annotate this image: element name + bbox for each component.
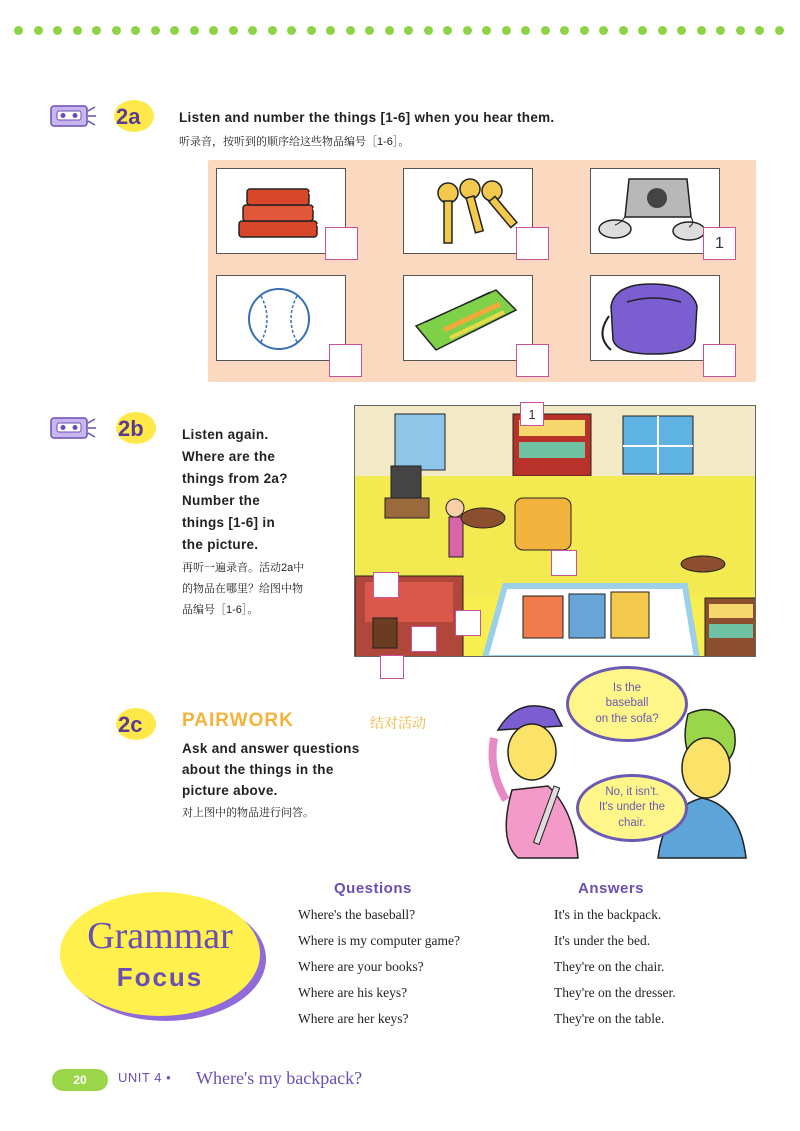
question-row: Where's the baseball?: [298, 907, 416, 922]
cassette-icon: [50, 103, 96, 129]
answer-row: They're on the dresser.: [554, 985, 676, 1000]
instruction-line: Listen again.: [182, 427, 269, 442]
instruction-2b-zh: [182, 558, 304, 621]
bedroom-scene: [354, 405, 756, 657]
number-box[interactable]: [516, 227, 549, 260]
bubble-line: chair.: [618, 816, 646, 829]
number-box[interactable]: 1: [703, 227, 736, 260]
cassette-icon: [50, 415, 96, 441]
bubble-line: No, it isn't.: [605, 785, 659, 798]
border-dot: [502, 26, 511, 35]
border-dot: [521, 26, 530, 35]
border-dot: [34, 26, 43, 35]
exercise-number-2c: 2c: [118, 712, 143, 737]
border-dot: [248, 26, 257, 35]
speech-bubble-question: [566, 666, 688, 742]
question-row: Where are your books?: [298, 959, 424, 974]
bubble-line: Is the: [612, 681, 642, 694]
border-dot: [443, 26, 452, 35]
border-dot: [482, 26, 491, 35]
answers-header: Answers: [578, 880, 645, 897]
instruction-line: 品编号［1-6］。: [182, 604, 259, 616]
item-card-pencil-case: [403, 275, 533, 361]
footer-unit-label: [118, 1070, 171, 1085]
questions-header: Questions: [334, 880, 412, 897]
border-dot: [463, 26, 472, 35]
border-dot: [190, 26, 199, 35]
exercise-number-2a: 2a: [116, 104, 141, 129]
instruction-line: about the things in the: [182, 762, 334, 777]
border-dot: [755, 26, 764, 35]
instruction-line: Number the: [182, 493, 261, 508]
instruction-line: Ask and answer questions: [182, 741, 360, 756]
answer-row: They're on the chair.: [554, 959, 665, 974]
instruction-2c-en: [182, 738, 360, 801]
question-row: Where are his keys?: [298, 985, 408, 1000]
item-card-baseball: [216, 275, 346, 361]
instruction-2a-zh: 听录音，按听到的顺序给这些物品编号［1-6］。: [179, 136, 410, 148]
border-dot: [541, 26, 550, 35]
items-panel: [208, 160, 756, 382]
instruction-line: 再听一遍录音。活动2a中: [182, 562, 305, 574]
item-card-video-game: [590, 168, 724, 254]
border-dot: [112, 26, 121, 35]
border-dot: [736, 26, 745, 35]
border-dot: [775, 26, 784, 35]
border-dot: [268, 26, 277, 35]
border-dot: [209, 26, 218, 35]
instruction-2b-en: [182, 424, 288, 556]
pairwork-title-zh: 结对活动: [370, 715, 426, 731]
number-box[interactable]: [329, 344, 362, 377]
speech-bubble-answer: [576, 774, 688, 842]
bubble-line: on the sofa?: [595, 712, 659, 725]
instruction-line: things [1-6] in: [182, 515, 275, 530]
border-dot: [92, 26, 101, 35]
pairwork-title: PAIRWORK: [182, 710, 294, 731]
border-dot: [14, 26, 23, 35]
scene-number-box[interactable]: [411, 626, 437, 652]
border-dot: [170, 26, 179, 35]
bullet-separator: •: [166, 1070, 172, 1085]
answer-row: They're on the table.: [554, 1011, 665, 1026]
border-dot: [287, 26, 296, 35]
instruction-line: Where are the: [182, 449, 276, 464]
border-dot: [229, 26, 238, 35]
question-row: Where are her keys?: [298, 1011, 409, 1026]
grammar-focus-subtitle: Focus: [116, 962, 204, 992]
border-dot: [580, 26, 589, 35]
scene-number-box[interactable]: [551, 550, 577, 576]
pencil-case-icon: [404, 276, 534, 362]
scene-number-box[interactable]: [455, 610, 481, 636]
keys-icon: [404, 169, 534, 255]
border-dot: [677, 26, 686, 35]
baseball-icon: [217, 276, 347, 362]
border-dot: [151, 26, 160, 35]
backpack-icon: [591, 276, 721, 362]
number-box[interactable]: [325, 227, 358, 260]
bubble-line: It's under the: [598, 801, 666, 814]
item-card-books: [216, 168, 346, 254]
border-dot: [599, 26, 608, 35]
number-box[interactable]: [703, 344, 736, 377]
border-dot: [638, 26, 647, 35]
unit-text: UNIT 4: [118, 1070, 162, 1085]
number-box[interactable]: [516, 344, 549, 377]
border-dot: [716, 26, 725, 35]
border-dot: [326, 26, 335, 35]
top-dot-border: [14, 26, 786, 36]
border-dot: [365, 26, 374, 35]
border-dot: [404, 26, 413, 35]
scene-number-box[interactable]: [380, 655, 404, 679]
page-number: 20: [52, 1069, 108, 1091]
answer-row: It's under the bed.: [554, 933, 651, 948]
border-dot: [346, 26, 355, 35]
border-dot: [424, 26, 433, 35]
scene-number-box-labeled[interactable]: 1: [520, 402, 544, 426]
grammar-focus-title: Grammar: [87, 915, 233, 957]
border-dot: [307, 26, 316, 35]
answer-row: It's in the backpack.: [554, 907, 662, 922]
question-row: Where is my computer game?: [298, 933, 460, 948]
border-dot: [385, 26, 394, 35]
room-illustration: [355, 406, 756, 657]
instruction-2c-zh: 对上图中的物品进行问答。: [182, 807, 314, 819]
border-dot: [53, 26, 62, 35]
instruction-line: 的物品在哪里？给图中物: [182, 583, 303, 595]
exercise-number-2b: 2b: [118, 416, 144, 441]
instruction-line: picture above.: [182, 783, 278, 798]
border-dot: [697, 26, 706, 35]
border-dot: [560, 26, 569, 35]
scene-number-box[interactable]: [373, 572, 399, 598]
video-game-icon: [591, 169, 721, 255]
item-card-keys: [403, 168, 533, 254]
item-card-backpack: [590, 275, 720, 361]
bubble-line: baseball: [605, 697, 649, 710]
border-dot: [131, 26, 140, 35]
instruction-line: the picture.: [182, 537, 259, 552]
footer-title: Where's my backpack?: [196, 1068, 363, 1088]
border-dot: [658, 26, 667, 35]
border-dot: [619, 26, 628, 35]
border-dot: [73, 26, 82, 35]
instruction-2a-en: Listen and number the things [1-6] when you hear them.: [179, 110, 555, 125]
instruction-line: things from 2a?: [182, 471, 288, 486]
